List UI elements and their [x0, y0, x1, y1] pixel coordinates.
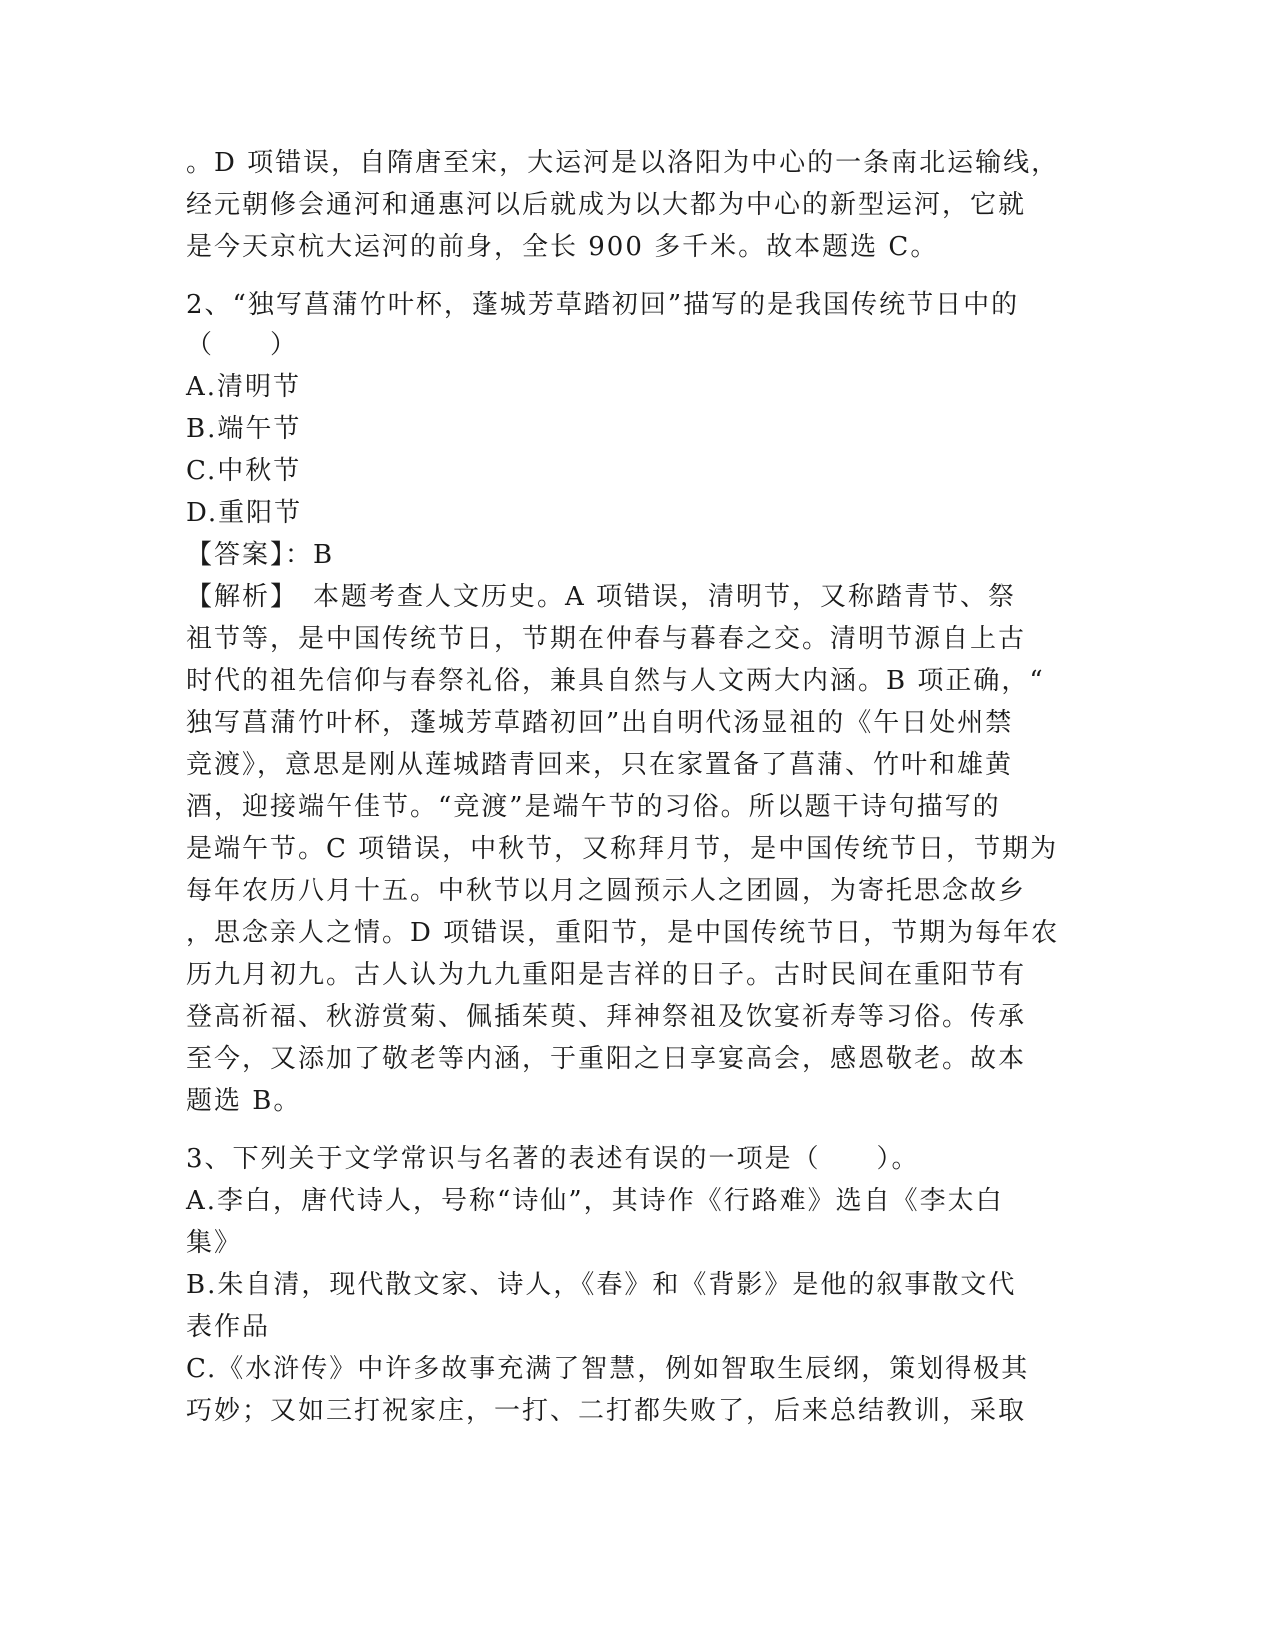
question-stem: 2、“独写菖蒲竹叶杯，蓬城芳草踏初回”描写的是我国传统节日中的: [186, 290, 1020, 320]
option-line: 表作品: [186, 1312, 271, 1342]
option-line: B.朱自清，现代散文家、诗人，《春》和《背影》是他的叙事散文代: [186, 1270, 1017, 1300]
analysis-line: 祖节等，是中国传统节日，节期在仲春与暮春之交。清明节源自上古: [186, 624, 1027, 654]
question-stem: （ ）: [186, 330, 299, 360]
question-stem: 3、下列关于文学常识与名著的表述有误的一项是（ ）。: [186, 1144, 920, 1174]
option-line: C.《水浒传》中许多故事充满了智慧，例如智取生辰纲，策划得极其: [186, 1354, 1030, 1384]
analysis-line: 独写菖蒲竹叶杯，蓬城芳草踏初回”出自明代汤显祖的《午日处州禁: [186, 708, 1014, 738]
option-line: A.李白，唐代诗人，号称“诗仙”，其诗作《行路难》选自《李太白: [186, 1186, 1004, 1216]
analysis-line: ，思念亲人之情。D 项错误，重阳节，是中国传统节日，节期为每年农: [186, 918, 1060, 948]
option-b: B.端午节: [186, 414, 302, 444]
analysis-line: 题选 B。: [186, 1086, 302, 1116]
analysis-line: 历九月初九。古人认为九九重阳是吉祥的日子。古时民间在重阳节有: [186, 960, 1027, 990]
option-a: A.清明节: [186, 372, 302, 402]
analysis-line: 【解析】 本题考查人文历史。A 项错误，清明节，又称踏青节、祭: [186, 582, 1017, 612]
option-d: D.重阳节: [186, 498, 303, 528]
option-line: 集》: [186, 1228, 243, 1258]
answer-line: 【答案】：B: [186, 540, 335, 570]
analysis-line: 登高祈福、秋游赏菊、佩插茱萸、拜神祭祖及饮宴祈寿等习俗。传承: [186, 1002, 1027, 1032]
analysis-line: 酒，迎接端午佳节。“竞渡”是端午节的习俗。所以题干诗句描写的: [186, 792, 1001, 822]
analysis-line: 竞渡》，意思是刚从莲城踏青回来，只在家置备了菖蒲、竹叶和雄黄: [186, 750, 1014, 780]
analysis-line: 是端午节。C 项错误，中秋节，又称拜月节，是中国传统节日，节期为: [186, 834, 1059, 864]
analysis-line: 时代的祖先信仰与春祭礼俗，兼具自然与人文两大内涵。B 项正确，“: [186, 666, 1045, 696]
option-line: 巧妙；又如三打祝家庄，一打、二打都失败了，后来总结教训，采取: [186, 1396, 1027, 1426]
intro-line: 是今天京杭大运河的前身，全长 900 多千米。故本题选 C。: [186, 232, 939, 262]
analysis-line: 至今，又添加了敬老等内涵，于重阳之日享宴高会，感恩敬老。故本: [186, 1044, 1027, 1074]
analysis-line: 每年农历八月十五。中秋节以月之圆预示人之团圆，为寄托思念故乡: [186, 876, 1027, 906]
intro-line: 经元朝修会通河和通惠河以后就成为以大都为中心的新型运河，它就: [186, 190, 1027, 220]
intro-line: 。D 项错误，自隋唐至宋，大运河是以洛阳为中心的一条南北运输线，: [186, 148, 1060, 178]
option-c: C.中秋节: [186, 456, 302, 486]
